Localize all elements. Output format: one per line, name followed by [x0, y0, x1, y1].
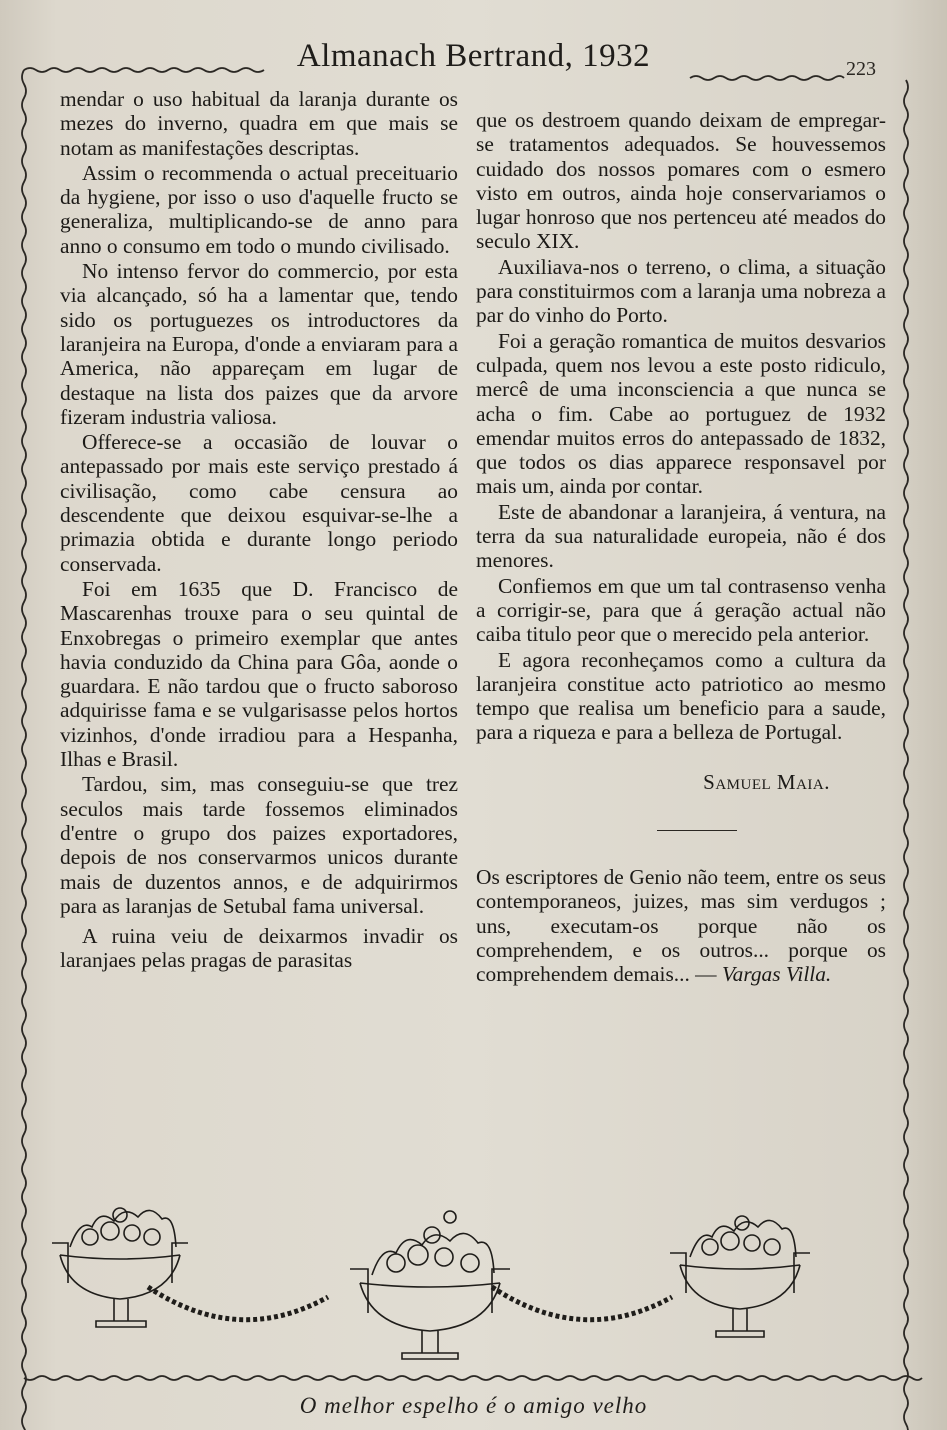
right-paragraph-2: Auxiliava-nos o terreno, o clima, a situação para constituirmos com a laranja uma nobreza a par do vinho do Porto. [476, 254, 886, 328]
garland-left [148, 1287, 328, 1320]
quote-author: Vargas Villa. [721, 962, 832, 987]
right-paragraph-4: Este de abandonar a laranjeira, á ventura, na terra da sua naturalidade europeia, não é dos menores. [476, 499, 886, 573]
quote-text: Os escriptores de Genio não teem, entre os seus contemporaneos, juizes, mas sim verdugos ; uns, executam-os porque não os comprehendem, e os outros... porque os comprehendem demais... — [476, 865, 886, 987]
right-paragraph-6: E agora reconheçamos como a cultura da laranjeira constitue acto patriotico ao mesmo tempo que realisa um beneficio para a saude, para a riqueza e para a belleza de Portugal. [476, 647, 886, 745]
frame-left [22, 70, 26, 1430]
almanach-title: Almanach Bertrand, 1932 [296, 38, 651, 74]
right-paragraph-1: que os destroem quando deixam de empregar-se tratamentos adequados. Se houvessemos cuidado dos nossos pomares com o esmero visto em outros, ainda hoje conservariamos o lugar honroso que nos pertenceu até meados do seculo XIX. [476, 108, 886, 254]
left-paragraph-4: Offerece-se a occasião de louvar o antepassado por mais este serviço prestado á civilisação, como cabe censura ao descendente que deixou esquivar-se-lhe a primazia obtida e durante longo periodo conservada. [60, 430, 458, 576]
page-number: 223 [846, 58, 876, 80]
fruit-bowl-right [670, 1216, 810, 1337]
frame-top-right [690, 76, 844, 80]
left-column [60, 87, 458, 974]
author-signature: Samuel Maia. [703, 769, 830, 794]
quote-block [476, 865, 886, 986]
left-paragraph-2: Assim o recommenda o actual preceituario da hygiene, por isso o uso d'aquelle fructo se generaliza, multiplicando-se de anno para anno o consumo em todo o mundo civilisado. [60, 160, 458, 258]
garland-right [492, 1287, 672, 1320]
fruit-bowls-ornament [30, 1185, 910, 1375]
right-paragraph-3: Foi a geração romantica de muitos desvarios culpada, quem nos levou a este posto ridiculo, mercê de uma inconsciencia a que nunca se acha o fim. Cabe ao portuguez de 1932 emendar muitos erros do antepassado de 1832, que todos os dias apparece responsavel por mais um, ainda por contar. [476, 328, 886, 499]
left-paragraph-6: Tardou, sim, mas conseguiu-se que trez seculos mais tarde fossemos eliminados d'entre o grupo dos paizes exportadores, depois de nos conservarmos unicos durante mais de duzentos annos, e de adquirirmos para as laranjas de Setubal fama universal. [60, 772, 458, 918]
left-paragraph-3: No intenso fervor do commercio, por esta via alcançado, só ha a lamentar que, tendo sido os portuguezes os introductores da laranjeira na Europa, d'onde a enviaram para a America, não appareçam em lugar de destaque na lista dos paizes que da arvore fizeram industria valiosa. [60, 259, 458, 429]
fruit-bowl-center [350, 1211, 510, 1359]
right-column [476, 108, 886, 988]
quote-paragraph [476, 865, 886, 986]
left-paragraph-1: mendar o uso habitual da laranja durante os mezes do inverno, quadra em que mais se notam as manifestações descriptas. [60, 87, 458, 160]
left-paragraph-5: Foi em 1635 que D. Francisco de Mascarenhas trouxe para o seu quintal de Enxobregas o primeiro exemplar que antes havia conduzido da China para Gôa, aonde o guardara. E não tardou que o fructo saboroso adquirisse fama e se vulgarisasse pelos hortos vizinhos, d'onde irradiou para a Hespanha, Ilhas e Brasil. [60, 576, 458, 772]
page-motto: O melhor espelho é o amigo velho [299, 1393, 648, 1418]
left-paragraph-7: A ruina veiu de deixarmos invadir os laranjaes pelas pragas de parasitas [60, 924, 458, 973]
section-divider [657, 830, 737, 831]
fruit-bowl-left [52, 1208, 188, 1327]
frame-bottom [24, 1376, 922, 1380]
right-paragraph-5: Confiemos em que um tal contrasenso venha a corrigir-se, para que á geração actual não caiba titulo peor que o merecido pela anterior. [476, 573, 886, 647]
